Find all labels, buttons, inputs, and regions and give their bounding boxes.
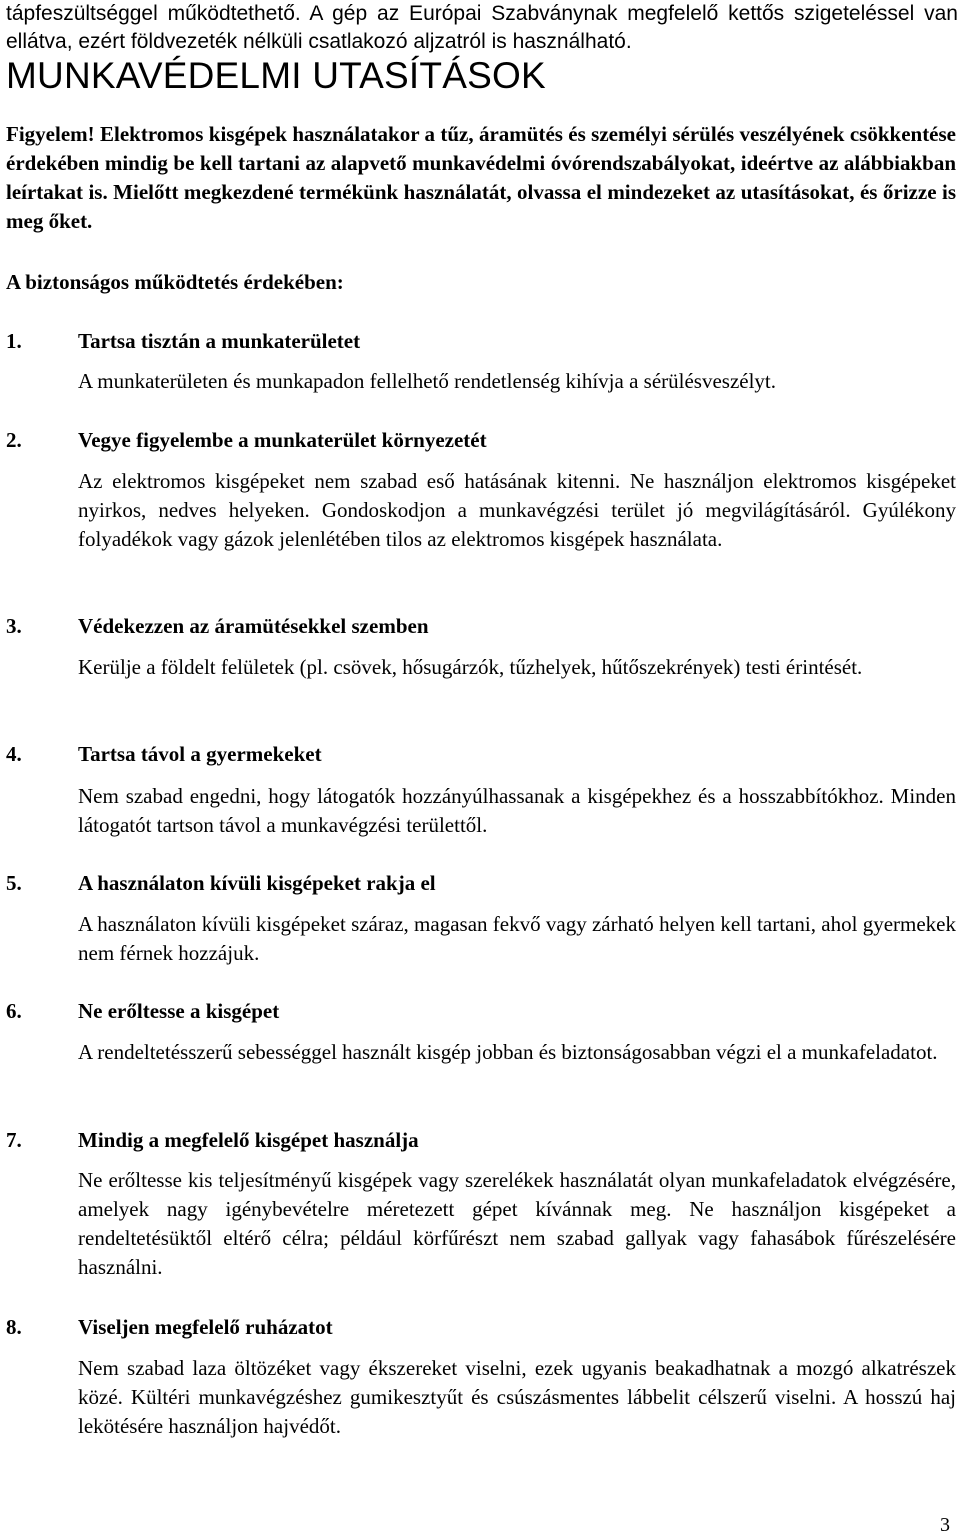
rule-title-8 xyxy=(6,1313,956,1341)
intro-paragraph: tápfeszültséggel működtethető. A gép az Európai Szabványnak megfelelő kettős szigeteléssel van ellátva, ezért földvezeték nélküli csatlakozó aljzatról is használható. xyxy=(6,2,958,53)
rule-body-7: Ne erőltesse kis teljesítményű kisgépek vagy szerelékek használatát olyan munkafeladatok elvégzésére, amelyek nagy igénybevételre méretezett gépet kívánnak meg. Ne használjon kisgépeket a rendeltetésüktől eltérő célra; például körfűrészt nem szabad gallyak vagy fahasábok fűrészelésére használni. xyxy=(78,1168,956,1279)
rule-title-text: Tartsa tisztán a munkaterületet xyxy=(78,329,361,353)
rule-title-1 xyxy=(6,327,956,355)
rule-body-8: Nem szabad laza öltözéket vagy ékszereket viselni, ezek ugyanis beakadhatnak a mozgó alkatrészek közé. Kültéri munkavégzéshez gumikesztyűt és csúszásmentes lábbelit célszerű viselni. A hosszú haj lekötésére használjon hajvédőt. xyxy=(78,1356,956,1438)
rule-title-4 xyxy=(6,740,956,768)
rule-title-text: Mindig a megfelelő kisgépet használja xyxy=(78,1128,419,1152)
rule-title-7 xyxy=(6,1126,956,1154)
rule-title-2 xyxy=(6,426,956,454)
rule-number: 6. xyxy=(6,999,22,1023)
rule-title-text: Vegye figyelembe a munkaterület környezetét xyxy=(78,428,487,452)
rule-body-5: A használaton kívüli kisgépeket száraz, magasan fekvő vagy zárható helyen kell tartani, ahol gyermekek nem férnek hozzájuk. xyxy=(78,912,956,965)
rule-body-3: Kerülje a földelt felületek (pl. csövek, hősugárzók, tűzhelyek, hűtőszekrények) testi érintését. xyxy=(78,655,863,679)
rule-title-text: Védekezzen az áramütésekkel szemben xyxy=(78,614,429,638)
rule-number: 2. xyxy=(6,428,22,452)
rule-title-text: Ne erőltesse a kisgépet xyxy=(78,999,280,1023)
section-subheading: A biztonságos működtetés érdekében: xyxy=(6,270,344,294)
rule-number: 5. xyxy=(6,871,22,895)
rule-body-6: A rendeltetésszerű sebességgel használt kisgép jobban és biztonságosabban végzi el a munkafeladatot. xyxy=(78,1040,938,1064)
warning-paragraph: Figyelem! Elektromos kisgépek használatakor a tűz, áramütés és személyi sérülés veszélyének csökkentése érdekében mindig be kell tartani az alapvető munkavédelmi óvórendszabályokat, ideértve az alábbiakban leírtakat is. Mielőtt megkezdené termékünk használatát, olvassa el mindezeket az utasításokat, és őrizze is meg őket. xyxy=(6,122,956,233)
rule-number: 4. xyxy=(6,742,22,766)
rule-title-5 xyxy=(6,869,956,897)
rule-number: 8. xyxy=(6,1315,22,1339)
rule-title-text: A használaton kívüli kisgépeket rakja el xyxy=(78,871,436,895)
rule-body-1: A munkaterületen és munkapadon fellelhető rendetlenség kihívja a sérülésveszélyt. xyxy=(78,369,777,393)
rule-number: 1. xyxy=(6,329,22,353)
rule-title-text: Viseljen megfelelő ruházatot xyxy=(78,1315,333,1339)
rule-title-6 xyxy=(6,997,956,1025)
page-number: 3 xyxy=(940,1514,950,1536)
main-heading: MUNKAVÉDELMI UTASÍTÁSOK xyxy=(6,55,546,96)
rule-body-4: Nem szabad engedni, hogy látogatók hozzányúlhassanak a kisgépekhez és a hosszabbítókhoz. Minden látogatót tartson távol a munkavégzési területtől. xyxy=(78,784,956,837)
rule-number: 3. xyxy=(6,614,22,638)
rule-title-text: Tartsa távol a gyermekeket xyxy=(78,742,322,766)
rule-title-3 xyxy=(6,612,956,640)
rule-number: 7. xyxy=(6,1128,22,1152)
rule-body-2: Az elektromos kisgépeket nem szabad eső hatásának kitenni. Ne használjon elektromos kisgépeket nyirkos, nedves helyeken. Gondoskodjon a munkavégzési terület jó megvilágításáról. Gyúlékony folyadékok vagy gázok jelenlétében tilos az elektromos kisgépek használata. xyxy=(78,469,956,551)
